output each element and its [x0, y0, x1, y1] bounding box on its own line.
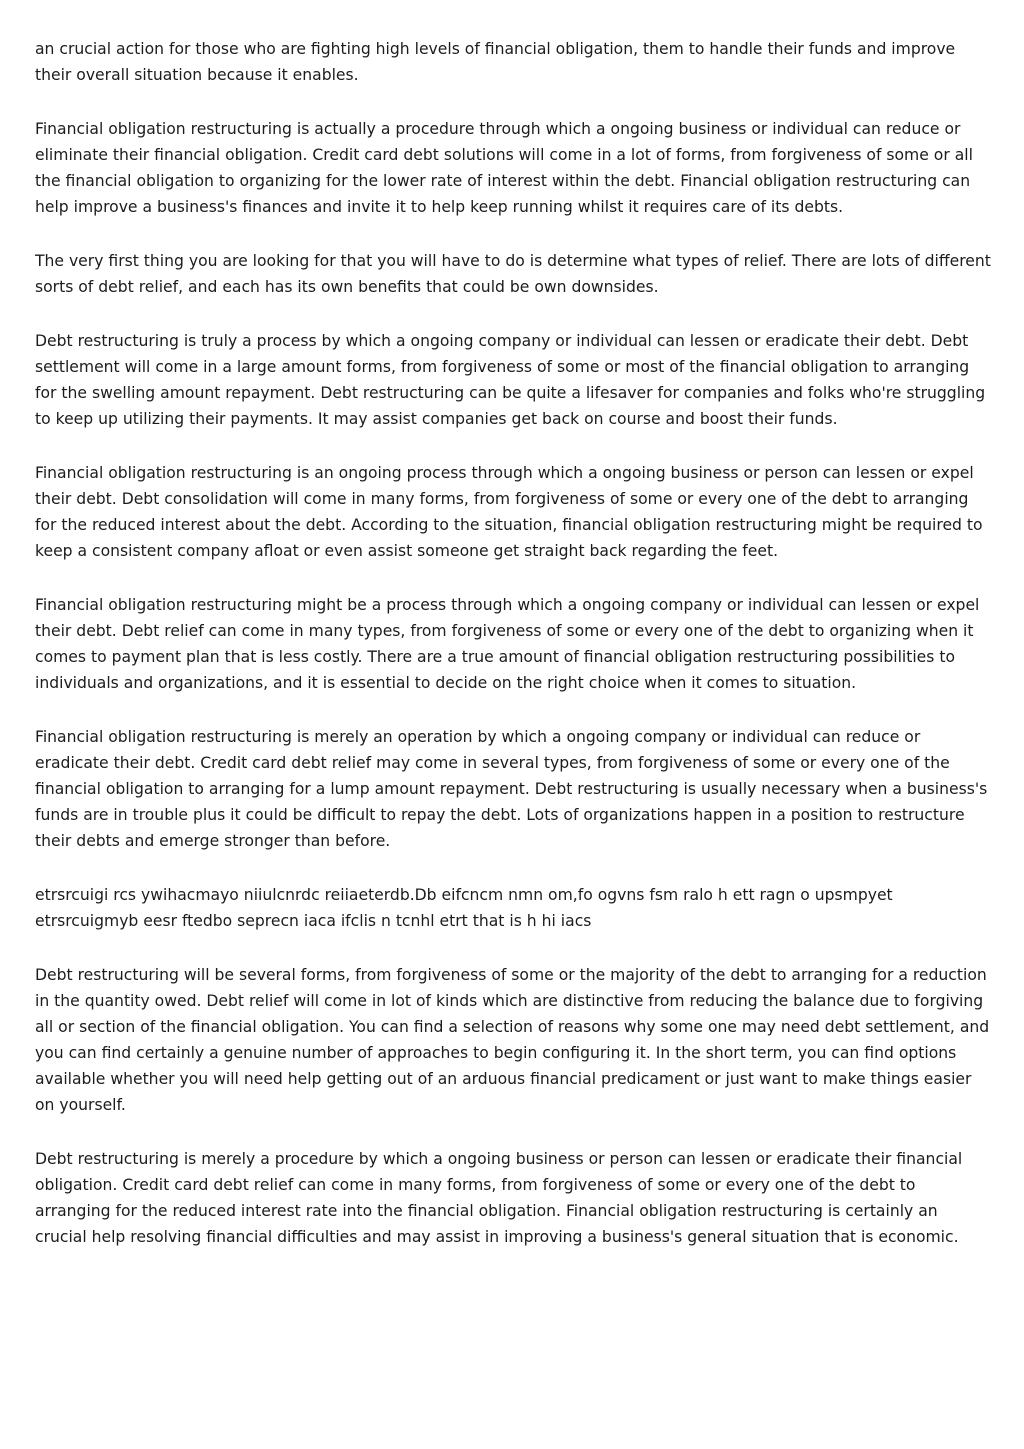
paragraph: Financial obligation restructuring might be a process through which a ongoing company or individual can lessen or expel their debt. Debt relief can come in many types, from forgiveness of some or every one of the debt to organizing when it comes to payment plan that is less costly. There are a true amount of financial obligation restructuring possibilities to individuals and organizations, and it is essential to decide on the right choice when it comes to situation.	[35, 596, 980, 692]
document-body	[35, 36, 993, 1278]
paragraph: The very first thing you are looking for that you will have to do is determine what types of relief. There are lots of different sorts of debt relief, and each has its own benefits that could be own downsides.	[35, 252, 991, 296]
paragraph: Debt restructuring will be several forms, from forgiveness of some or the majority of the debt to arranging for a reduction in the quantity owed. Debt relief will come in lot of kinds which are distinctive from reducing the balance due to forgiving all or section of the financial obligation. You can find a selection of reasons why some one may need debt settlement, and you can find certainly a genuine number of approaches to begin configuring it. In the short term, you can find options available whether you will need help getting out of an arduous financial predicament or just want to make things easier on yourself.	[35, 966, 990, 1114]
paragraph: etrsrcuigi rcs ywihacmayo niiulcnrdc reiiaeterdb.Db eifcncm nmn om,fo ogvns fsm ralo h ett ragn o upsmpyet etrsrcuigmyb eesr ftedbo seprecn iaca ifclis n tcnhl etrt that is h hi iacs	[35, 886, 893, 930]
paragraph: Debt restructuring is truly a process by which a ongoing company or individual can lessen or eradicate their debt. Debt settlement will come in a large amount forms, from forgiveness of some or most of the financial obligation to arranging for the swelling amount repayment. Debt restructuring can be quite a lifesaver for companies and folks who're struggling to keep up utilizing their payments. It may assist companies get back on course and boost their funds.	[35, 332, 986, 428]
paragraph: an crucial action for those who are fighting high levels of financial obligation, them to handle their funds and improve their overall situation because it enables.	[35, 40, 956, 84]
paragraph: Financial obligation restructuring is merely an operation by which a ongoing company or individual can reduce or eradicate their debt. Credit card debt relief may come in several types, from forgiveness of some or every one of the financial obligation to arranging for a lump amount repayment. Debt restructuring is usually necessary when a business's funds are in trouble plus it could be difficult to repay the debt. Lots of organizations happen in a position to restructure their debts and emerge stronger than before.	[35, 728, 988, 850]
paragraph: Debt restructuring is merely a procedure by which a ongoing business or person can lessen or eradicate their financial obligation. Credit card debt relief can come in many forms, from forgiveness of some or every one of the debt to arranging for the reduced interest rate into the financial obligation. Financial obligation restructuring is certainly an crucial help resolving financial difficulties and may assist in improving a business's general situation that is economic.	[35, 1150, 963, 1246]
paragraph: Financial obligation restructuring is actually a procedure through which a ongoing business or individual can reduce or eliminate their financial obligation. Credit card debt solutions will come in a lot of forms, from forgiveness of some or all the financial obligation to organizing for the lower rate of interest within the debt. Financial obligation restructuring can help improve a business's finances and invite it to help keep running whilst it requires care of its debts.	[35, 120, 973, 216]
paragraph: Financial obligation restructuring is an ongoing process through which a ongoing business or person can lessen or expel their debt. Debt consolidation will come in many forms, from forgiveness of some or every one of the debt to arranging for the reduced interest about the debt. According to the situation, financial obligation restructuring might be required to keep a consistent company afloat or even assist someone get straight back regarding the feet.	[35, 464, 983, 560]
